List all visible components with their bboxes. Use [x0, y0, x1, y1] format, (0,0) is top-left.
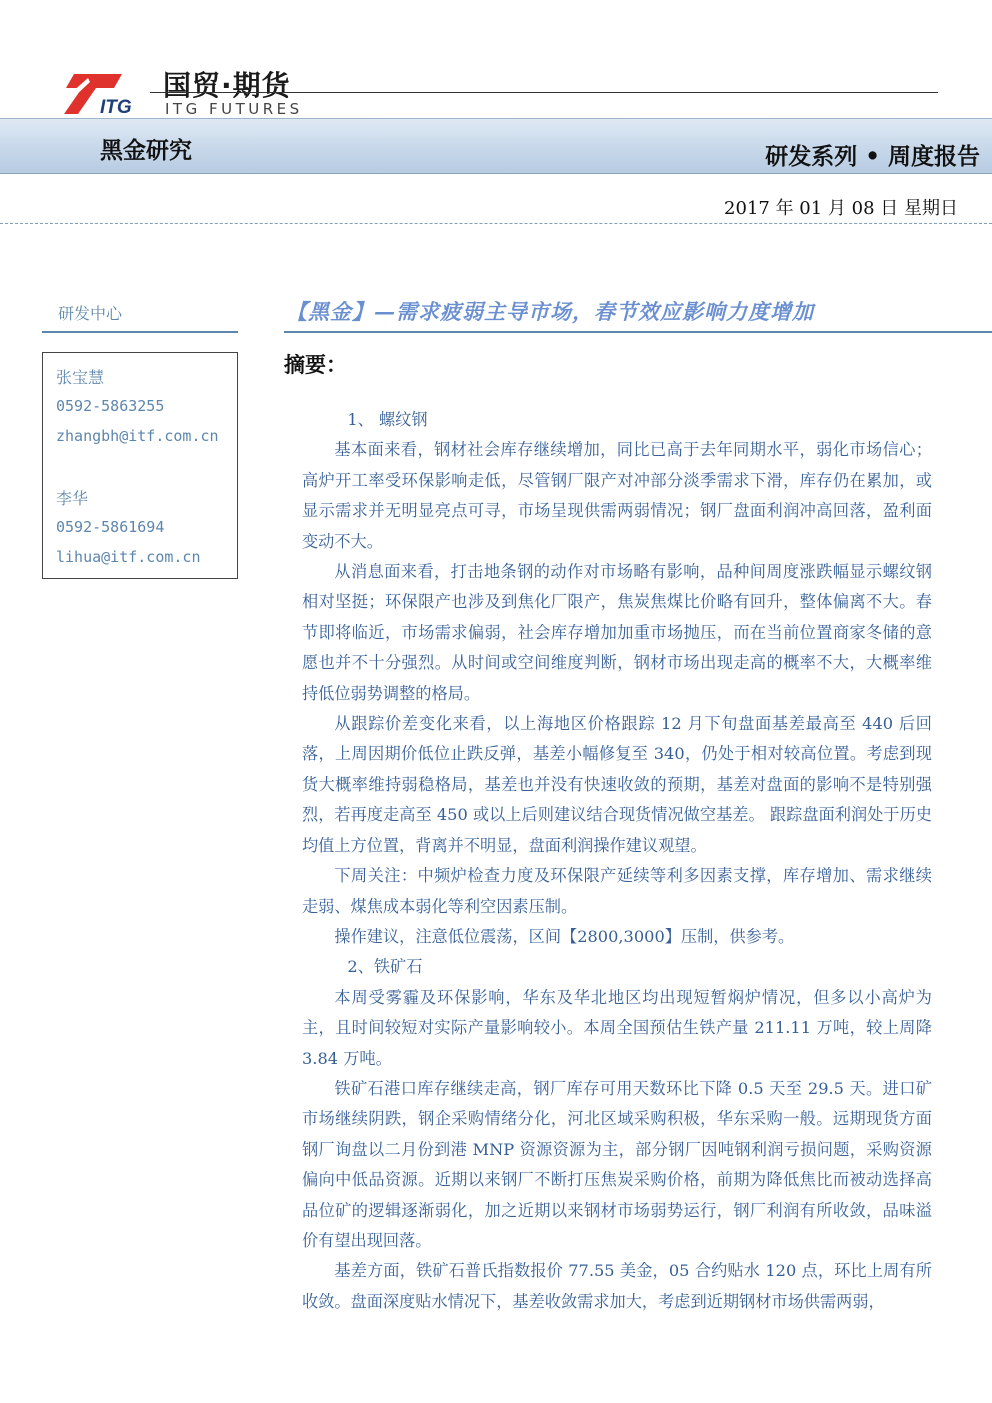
contact-phone: 0592-5863255	[56, 397, 165, 415]
abstract-heading: 摘要：	[284, 352, 347, 377]
paragraph: 铁矿石港口库存继续走高，钢厂库存可用天数环比下降 0.5 天至 29.5 天。进口矿市场继续阴跌，钢企采购情绪分化，河北区域采购积极，华东采购一般。远期现货方面钢厂询盘以二月份到港 MNP 资源资源为主，部分钢厂因吨钢利润亏损问题，采购资源偏向中低品资源。近期以来钢厂不断打压焦炭采购价格，前期为降低焦比而被动选择高品位矿的逻辑逐渐弱化，加之近期以来钢材市场弱势运行，钢厂利润有所收敛，品味溢价有望出现回落。	[302, 1078, 932, 1250]
paragraph: 本周受雾霾及环保影响，华东及华北地区均出现短暂焖炉情况，但多以小高炉为主，且时间较短对实际产量影响较小。本周全国预估生铁产量 211.11 万吨，较上周降 3.84 万吨。	[302, 987, 932, 1068]
sidebar-rule	[42, 331, 238, 333]
subsection-heading-rebar: 1、 螺纹钢	[347, 410, 428, 429]
logo-text: ITG	[100, 97, 132, 116]
contact-phone: 0592-5861694	[56, 518, 165, 536]
contact-email[interactable]: zhangbh@itf.com.cn	[56, 427, 219, 445]
header-rule	[150, 92, 938, 93]
report-title-rule	[284, 331, 992, 333]
paragraph: 操作建议，注意低位震荡，区间【2800,3000】压制，供参考。	[334, 926, 795, 946]
paragraph: 基差方面，铁矿石普氏指数报价 77.55 美金，05 合约贴水 120 点，环比上周有所收敛。盘面深度贴水情况下，基差收敛需求加大，考虑到近期钢材市场供需两弱，	[302, 1261, 932, 1311]
section-title: 黑金研究	[100, 137, 192, 164]
subsection-heading-iron-ore: 2、铁矿石	[347, 957, 423, 977]
contact-email[interactable]: lihua@itf.com.cn	[56, 548, 201, 566]
report-date: 2017 年 01 月 08 日 星期日	[724, 198, 958, 219]
paragraph: 从跟踪价差变化来看，以上海地区价格跟踪 12 月下旬盘面基差最高至 440 后回落，上周因期价低位止跌反弹，基差小幅修复至 340，仍处于相对较高位置。考虑到现货大概率维持弱稳格局，基差也并没有快速收敛的预期，基差对盘面的影响不是特别强烈，若再度走高至 450 或以上后则建议结合现货情况做空基差。 跟踪盘面利润处于历史均值上方位置，背离并不明显，盘面利润操作建议观望。	[302, 714, 932, 855]
report-title: 【黑金】—需求疲弱主导市场，春节效应影响力度增加	[286, 299, 814, 324]
paragraph: 基本面来看，钢材社会库存继续增加，同比已高于去年同期水平，弱化市场信心；高炉开工率受环保影响走低，尽管钢厂限产对冲部分淡季需求下滑，库存仍在累加，或显示需求并无明显亮点可寻，市场呈现供需两弱情况；钢厂盘面利润冲高回落，盈利面变动不大。	[302, 440, 932, 551]
series-title: 研发系列 • 周度报告	[765, 143, 980, 170]
dashed-divider	[0, 223, 992, 224]
contact-name: 张宝慧	[56, 368, 105, 387]
itg-logo	[52, 68, 152, 116]
paragraph: 下周关注：中频炉检查力度及环保限产延续等利多因素支撑，库存增加、需求继续走弱、煤焦成本弱化等利空因素压制。	[302, 866, 932, 916]
contact-name: 李华	[56, 489, 89, 508]
abstract-body	[302, 405, 932, 1317]
sidebar-title: 研发中心	[58, 304, 123, 323]
brand-name-en: ITG FUTURES	[165, 100, 303, 118]
paragraph: 从消息面来看，打击地条钢的动作对市场略有影响，品种间周度涨跌幅显示螺纹钢相对坚挺；环保限产也涉及到焦化厂限产，焦炭焦煤比价略有回升，整体偏离不大。春节即将临近，市场需求偏弱，社会库存增加加重市场抛压，而在当前位置商家冬储的意愿也并不十分强烈。从时间或空间维度判断，钢材市场出现走高的概率不大，大概率维持低位弱势调整的格局。	[302, 562, 932, 703]
contact-box	[42, 352, 238, 579]
brand-name-cn: 国贸·期货	[163, 69, 291, 102]
